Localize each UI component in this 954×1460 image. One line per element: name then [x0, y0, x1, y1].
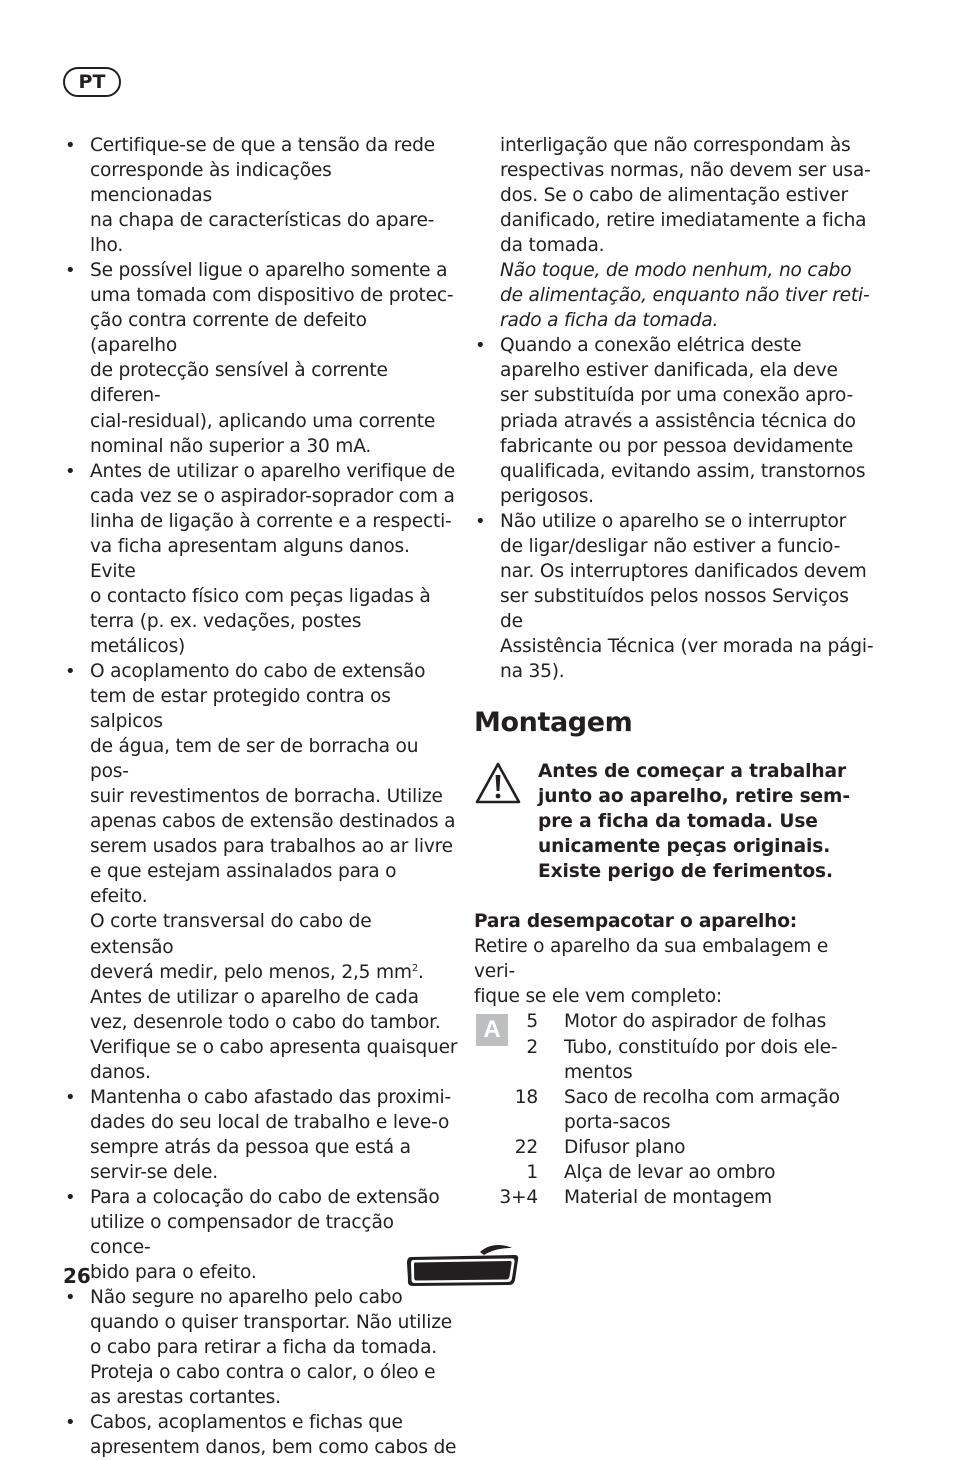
left-column — [64, 133, 458, 1460]
list-item — [64, 1410, 458, 1460]
part-number: 1 — [526, 1161, 538, 1183]
text-line: respectivas normas, não devem ser usa- — [500, 160, 871, 182]
list-item — [64, 133, 458, 258]
list-item — [64, 1185, 458, 1285]
text-line: fabricante ou por pessoa devidamente — [500, 435, 854, 457]
text-line: serem usados para trabalhos ao ar livre — [90, 836, 453, 858]
text-line: o cabo para retirar a ficha da tomada. — [90, 1337, 437, 1359]
text-line: linha de ligação à corrente e a respecti- — [90, 510, 452, 532]
part-description — [564, 1135, 854, 1160]
parts-list — [474, 1009, 874, 1209]
language-badge: PT — [63, 67, 121, 97]
safety-list-left — [64, 133, 458, 1460]
text-line — [90, 960, 458, 985]
text-line: sempre atrás da pessoa que está a — [90, 1136, 411, 1158]
continued-paragraph — [474, 133, 874, 333]
text-line: fique se ele vem completo: — [474, 986, 722, 1008]
text-line: • Mantenha o cabo afastado das proximi- — [90, 1086, 452, 1108]
text-line: Tubo, constituído por dois ele- — [564, 1036, 838, 1058]
unpacking-heading: Para desempacotar o aparelho: — [474, 911, 798, 933]
text-line: danos. — [90, 1061, 151, 1083]
italic-line: Não toque, de modo nenhum, no cabo — [500, 260, 852, 282]
text-line: ser substituídos pelos nossos Serviços de — [500, 585, 849, 632]
text-line: Proteja o cabo contra o calor, o óleo e — [90, 1362, 436, 1384]
italic-line: de alimentação, enquanto não tiver reti- — [500, 285, 870, 307]
text-line: Existe perigo de ferimentos. — [538, 861, 833, 883]
list-item — [474, 509, 874, 684]
text-line: priada através a assistência técnica do — [500, 410, 856, 432]
text-line: bido para o efeito. — [90, 1262, 257, 1284]
text-line: Motor do aspirador de folhas — [564, 1011, 827, 1033]
text-line: Antes de utilizar o aparelho de cada — [90, 986, 419, 1008]
text-line: Material de montagem — [564, 1186, 772, 1208]
text-line: suir revestimentos de borracha. Utilize — [90, 786, 443, 808]
text-line: apenas cabos de extensão destinados a — [90, 811, 456, 833]
text-line: Alça de levar ao ombro — [564, 1161, 776, 1183]
text-line: na chapa de características do apare- — [90, 210, 435, 232]
text-line: terra (p. ex. vedações, postes metálicos) — [90, 610, 362, 657]
text-line: junto ao aparelho, retire sem- — [538, 786, 850, 808]
period: . — [418, 961, 424, 983]
text-line: de protecção sensível à corrente diferen- — [90, 360, 388, 407]
part-description — [564, 1035, 854, 1085]
text-line: ser substituída por uma conexão apro- — [500, 385, 854, 407]
part-row — [474, 1009, 874, 1034]
text-line: cada vez se o aspirador-soprador com a — [90, 485, 455, 507]
text-line: qualificada, evitando assim, transtornos — [500, 460, 866, 482]
list-item — [474, 333, 874, 508]
part-number: 18 — [514, 1086, 538, 1108]
list-item — [64, 1285, 458, 1410]
text-line: ção contra corrente de defeito (aparelho — [90, 310, 367, 357]
text-line: nar. Os interruptores danificados devem — [500, 560, 867, 582]
text-line: na 35). — [500, 660, 565, 682]
part-number: 5 — [526, 1011, 538, 1033]
warning-box — [474, 759, 874, 884]
page-number: 26 — [63, 1264, 91, 1288]
figure-label: A — [476, 1014, 508, 1046]
text-line: o contacto físico com peças ligadas à — [90, 585, 431, 607]
part-row — [474, 1035, 874, 1085]
text-line: quando o quiser transportar. Não utilize — [90, 1312, 453, 1334]
text-line: Difusor plano — [564, 1136, 686, 1158]
warning-triangle-icon — [474, 759, 538, 884]
text-line: perigosos. — [500, 485, 594, 507]
text-line: lho. — [90, 235, 124, 257]
text-line: Saco de recolha com armação — [564, 1086, 840, 1108]
text-line: • O acoplamento do cabo de extensão — [90, 660, 426, 682]
text-line: va ficha apresentam alguns danos. Evite — [90, 535, 410, 582]
text-line: tem de estar protegido contra os salpicos — [90, 686, 391, 733]
text-line: de água, tem de ser de borracha ou pos- — [90, 736, 419, 783]
text-line: Verifique se o cabo apresenta quaisquer — [90, 1036, 458, 1058]
text-line: • Certifique-se de que a tensão da rede — [90, 135, 435, 156]
part-row — [474, 1135, 874, 1160]
text-line: de ligar/desligar não estiver a funcio- — [500, 535, 841, 557]
text-line: • Quando a conexão elétrica deste — [500, 335, 802, 357]
part-row — [474, 1185, 874, 1210]
part-number: 2 — [526, 1036, 538, 1058]
florabest-logo — [404, 1244, 520, 1294]
text-line: Retire o aparelho da sua embalagem e veri- — [474, 936, 829, 983]
text-line: aparelho estiver danificada, ela deve — [500, 360, 838, 382]
text-line: apresentem danos, bem como cabos de — [90, 1437, 457, 1459]
text-line: utilize o compensador de tracção conce- — [90, 1212, 394, 1259]
list-item — [64, 1085, 458, 1185]
text-line: Antes de começar a trabalhar — [538, 761, 847, 783]
text-line: mentos — [564, 1061, 633, 1083]
part-row — [474, 1085, 874, 1135]
text-line: unicamente peças originais. — [538, 836, 831, 858]
text-line: uma tomada com dispositivo de protec- — [90, 285, 454, 307]
text-line: cial-residual), aplicando uma corrente — [90, 410, 436, 432]
safety-list-right — [474, 333, 874, 684]
warning-text — [538, 759, 868, 884]
text-line: pre a ficha da tomada. Use — [538, 811, 818, 833]
text-line: O corte transversal do cabo de extensão — [90, 911, 372, 958]
text-line: da tomada. — [500, 235, 605, 257]
text-line: dades do seu local de trabalho e leve-o — [90, 1111, 450, 1133]
list-item — [64, 659, 458, 1085]
part-row — [474, 1160, 874, 1185]
text-line: • Não segure no aparelho pelo cabo — [90, 1287, 403, 1309]
text-line: • Não utilize o aparelho se o interruptor — [500, 510, 847, 532]
section-title: Montagem — [474, 707, 633, 739]
part-number: 22 — [514, 1136, 538, 1158]
text-line: • Para a colocação do cabo de extensão — [90, 1186, 440, 1208]
text-line: interligação que não correspondam às — [500, 135, 851, 156]
text-line: servir-se dele. — [90, 1161, 218, 1183]
text-line: nominal não superior a 30 mA. — [90, 435, 372, 457]
list-item — [64, 459, 458, 659]
cross-section-text: deverá medir, pelo menos, 2,5 mm — [90, 961, 412, 983]
text-line: Assistência Técnica (ver morada na pági- — [500, 635, 874, 657]
part-description — [564, 1085, 854, 1135]
text-line: • Antes de utilizar o aparelho verifique de — [90, 460, 456, 482]
text-line: dos. Se o cabo de alimentação estiver — [500, 185, 848, 207]
superscript: 2 — [411, 962, 419, 974]
text-line: as arestas cortantes. — [90, 1387, 281, 1409]
part-number: 3+4 — [499, 1186, 538, 1208]
text-line: vez, desenrole todo o cabo do tambor. — [90, 1011, 441, 1033]
part-description — [564, 1185, 854, 1210]
italic-line: rado a ficha da tomada. — [500, 310, 719, 332]
right-column — [474, 133, 874, 1210]
text-line: danificado, retire imediatamente a ficha — [500, 210, 867, 232]
list-item — [64, 258, 458, 458]
text-line: corresponde às indicações mencionadas — [90, 160, 332, 207]
text-line: • Se possível ligue o aparelho somente a — [90, 260, 448, 282]
text-line: • Cabos, acoplamentos e fichas que — [90, 1412, 403, 1434]
part-description — [564, 1009, 854, 1034]
text-line: porta-sacos — [564, 1111, 671, 1133]
text-line: e que estejam assinalados para o efeito. — [90, 861, 397, 908]
part-description — [564, 1160, 854, 1185]
